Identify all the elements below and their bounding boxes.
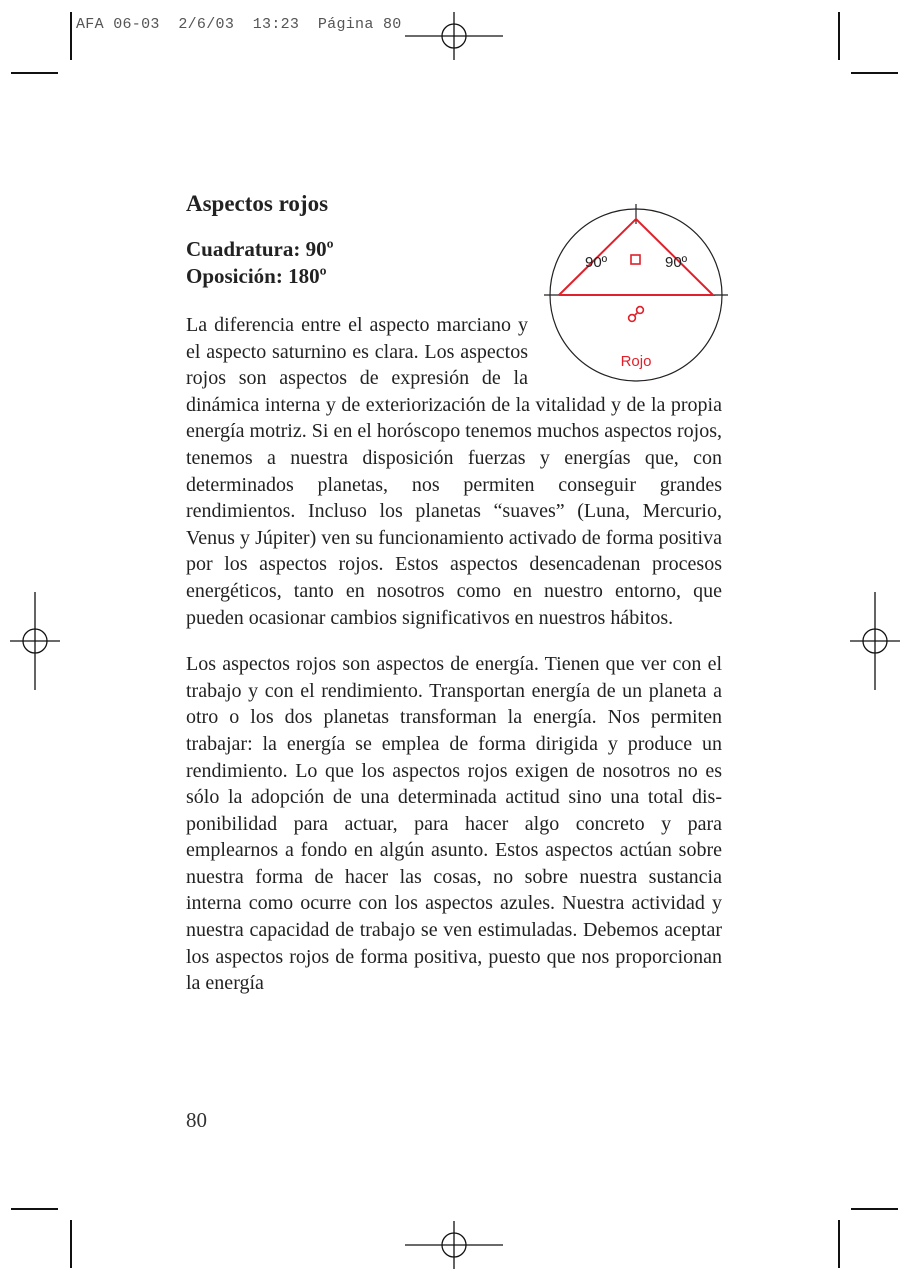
red-aspects-diagram (536, 204, 736, 390)
crop-mark-bottom-left-horizontal (11, 1208, 58, 1210)
section-title: Aspectos rojos (186, 191, 329, 216)
opposition-aspect-icon (629, 307, 644, 322)
paragraph-2: Los aspectos rojos son aspectos de energía. Tienen que ver con el trabajo y con el rendimiento. Transportan energía de un planeta a otro o los dos planetas transforman la energía. Nos permiten trabajar: la energía se emplea de forma dirigida y produce un rendimiento. Lo que los aspectos rojos exigen de nosotros no es sólo la adopción de una determinada actitud sino una total disponibilidad para actuar, para hacer algo concreto y para emplearnos a fondo en algún asunto. Estos aspectos actúan sobre nuestra forma de hacer las cosas, no sobre nuestra sustancia interna como ocurre con los aspectos azules. Nuestra actividad y nuestra capacidad de trabajo se ven estimuladas. Debemos aceptar los aspectos rojos de forma positiva, puesto que nos proporcionan la energía (186, 653, 722, 995)
crop-mark-top-right-horizontal (851, 72, 898, 74)
crop-mark-top-left-vertical (70, 12, 72, 60)
registration-mark-right-icon (850, 592, 900, 690)
subtitle-square: Cuadratura: 90º (186, 237, 334, 261)
angle-label-right: 90º (665, 254, 688, 271)
subtitle-opposition: Oposición: 180º (186, 264, 327, 288)
crop-mark-bottom-right-horizontal (851, 1208, 898, 1210)
square-aspect-icon (631, 255, 640, 264)
registration-mark-left-icon (10, 592, 60, 690)
aspect-triangle (559, 219, 713, 295)
page-content (186, 186, 722, 997)
crop-mark-top-left-horizontal (11, 72, 58, 74)
crop-mark-bottom-left-vertical (70, 1220, 72, 1268)
angle-label-left: 90º (585, 254, 608, 271)
paragraph-1-text: La diferencia entre el aspecto marciano y el aspecto saturnino es clara. Los aspectos rojos son aspectos de expresión de la dinámica interna y de exteriorización de la vitalidad y de la propia energía motriz. Si en el horóscopo tenemos muchos aspectos rojos, tenemos a nuestra disposición fuerzas y energías que, con determinados planetas, nos permiten conseguir grandes rendimientos. Incluso los planetas “suaves” (Luna, Mercurio, Venus y Júpiter) ven su funcionamiento activado de forma positiva por los aspectos rojos. Estos aspectos desencadenan procesos energéticos, tanto en nosotros como en nuestro entorno, que pueden ocasionar cambios significativos en nuestros hábitos. (186, 314, 722, 629)
diagram-label: Rojo (620, 353, 652, 370)
registration-mark-top-icon (405, 12, 503, 60)
crop-mark-bottom-right-vertical (838, 1220, 840, 1268)
registration-mark-bottom-icon (405, 1221, 503, 1269)
print-slug: AFA 06-03 2/6/03 13:23 Página 80 (76, 16, 402, 33)
crop-mark-top-right-vertical (838, 12, 840, 60)
page-number: 80 (186, 1108, 207, 1132)
